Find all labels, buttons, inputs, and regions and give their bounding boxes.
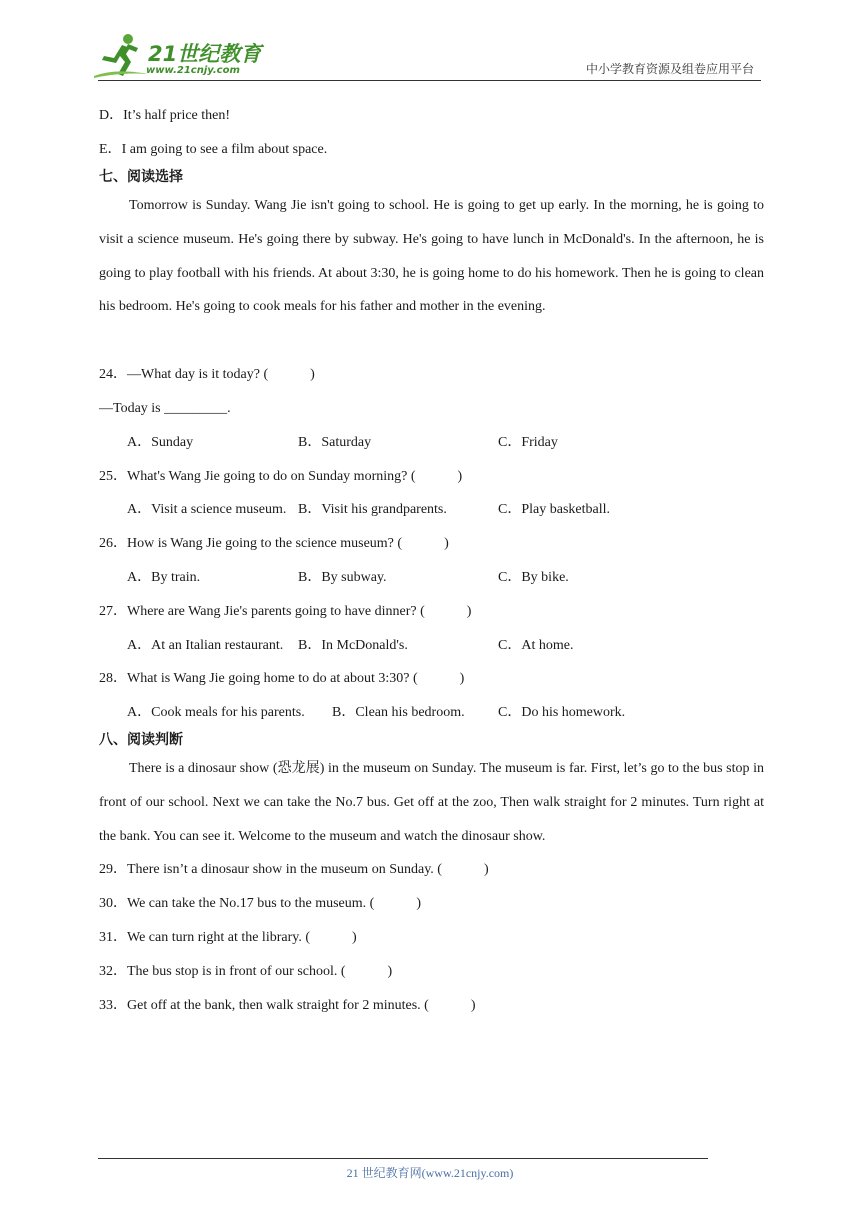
question-28-options	[99, 701, 764, 725]
answer-option[interactable]: C．At home.	[498, 638, 574, 653]
answer-option[interactable]: C．Do his homework.	[498, 705, 626, 720]
question-bracket: )	[470, 998, 476, 1013]
question-number: 33．	[99, 998, 127, 1013]
question-bracket: )	[416, 896, 421, 911]
answer-option[interactable]: B．In McDonald's.	[298, 638, 408, 653]
answer-option[interactable]: C．By bike.	[498, 570, 569, 585]
question-bracket: )	[352, 930, 357, 945]
question-25-options	[99, 498, 764, 522]
question-number: 32．	[99, 964, 127, 979]
reading-passage-7: Tomorrow is Sunday. Wang Jie isn't going to school. He is going to get up early. In the morning, he is going to visit a science museum. He's going there by subway. He's going to have lunch in McDonald's. In the afternoon, he is going to play football with his friends. At about 3:30, he is going home to do his homework. Then he is going to clean his bedroom. He's going to cook meals for his father and mother in the evening.	[99, 198, 764, 315]
question-24	[99, 363, 764, 387]
footer-divider	[98, 1158, 708, 1159]
logo-url: www.21cnjy.com	[146, 65, 240, 76]
statement-31	[99, 926, 764, 950]
question-bracket: )	[459, 671, 465, 686]
question-26-options	[99, 566, 764, 590]
footer-link[interactable]: 21 世纪教育网(www.21cnjy.com)	[346, 1166, 514, 1180]
section-8-title: 八、阅读判断	[99, 732, 183, 748]
answer-option[interactable]: A．Sunday	[127, 435, 194, 450]
statement-text: The bus stop is in front of our school. (	[127, 964, 346, 979]
question-number: 25．	[99, 469, 127, 484]
question-text: Where are Wang Jie's parents going to have dinner? (	[127, 604, 425, 619]
question-number: 28．	[99, 671, 127, 686]
section-7-title: 七、阅读选择	[99, 169, 183, 185]
statement-text: We can turn right at the library. (	[127, 930, 311, 945]
page-header	[0, 0, 860, 90]
statement-30	[99, 892, 764, 916]
question-number: 29．	[99, 862, 127, 877]
question-25	[99, 465, 764, 489]
option-d	[99, 104, 764, 128]
answer-option[interactable]: A．Cook meals for his parents.	[127, 705, 305, 720]
statement-32	[99, 960, 764, 984]
reading-passage-8: There is a dinosaur show (恐龙展) in the museum on Sunday. The museum is far. First, let’s go to the bus stop in front of our school. Next we can take the No.7 bus. Get off at the zoo, Then walk straight for 2 minutes. Turn right at the bank. You can see it. Welcome to the museum and watch the dinosaur show.	[99, 761, 764, 844]
question-text: —What day is it today? (	[127, 367, 269, 382]
option-letter: D．	[99, 108, 124, 123]
question-28	[99, 667, 764, 691]
answer-option[interactable]: B．Saturday	[298, 435, 372, 450]
question-bracket: )	[466, 604, 472, 619]
option-text: It’s half price then!	[123, 108, 231, 123]
question-26	[99, 532, 764, 556]
question-24-followup: —Today is _________.	[99, 401, 231, 416]
statement-29	[99, 858, 764, 882]
answer-option[interactable]: A．By train.	[127, 570, 201, 585]
question-text: What is Wang Jie going home to do at about 3:30? (	[127, 671, 418, 686]
question-bracket: )	[483, 862, 489, 877]
statement-text: We can take the No.17 bus to the museum. (	[127, 896, 375, 911]
question-number: 31．	[99, 930, 127, 945]
statement-text: There isn’t a dinosaur show in the museum on Sunday. (	[127, 862, 442, 877]
question-number: 24．	[99, 367, 127, 382]
question-number: 30．	[99, 896, 127, 911]
question-bracket: )	[444, 536, 449, 551]
answer-option[interactable]: B．Clean his bedroom.	[332, 705, 465, 720]
option-e	[99, 138, 764, 162]
question-number: 26．	[99, 536, 127, 551]
option-letter: E．	[99, 142, 122, 157]
question-27	[99, 600, 764, 624]
question-text: What's Wang Jie going to do on Sunday morning? (	[127, 469, 416, 484]
header-tagline: 中小学教育资源及组卷应用平台	[585, 62, 754, 76]
question-27-options	[99, 634, 764, 658]
answer-option[interactable]: A．Visit a science museum.	[127, 502, 287, 517]
answer-option[interactable]: A．At an Italian restaurant.	[127, 638, 284, 653]
option-text: I am going to see a film about space.	[121, 142, 328, 157]
question-number: 27．	[99, 604, 127, 619]
runner-icon	[92, 32, 152, 80]
question-bracket: )	[387, 964, 393, 979]
answer-option[interactable]: B．By subway.	[298, 570, 387, 585]
question-bracket: )	[457, 469, 463, 484]
header-divider	[98, 80, 761, 81]
answer-option[interactable]: B．Visit his grandparents.	[298, 502, 447, 517]
question-24-options	[99, 431, 764, 455]
brand-logo	[92, 32, 262, 80]
statement-33	[99, 994, 764, 1018]
statement-text: Get off at the bank, then walk straight for 2 minutes. (	[127, 998, 429, 1013]
answer-option[interactable]: C．Friday	[498, 435, 558, 450]
answer-option[interactable]: C．Play basketball.	[498, 502, 610, 517]
question-bracket: )	[310, 367, 315, 382]
logo-text: 21世纪教育	[148, 42, 262, 66]
question-text: How is Wang Jie going to the science museum? (	[127, 536, 403, 551]
